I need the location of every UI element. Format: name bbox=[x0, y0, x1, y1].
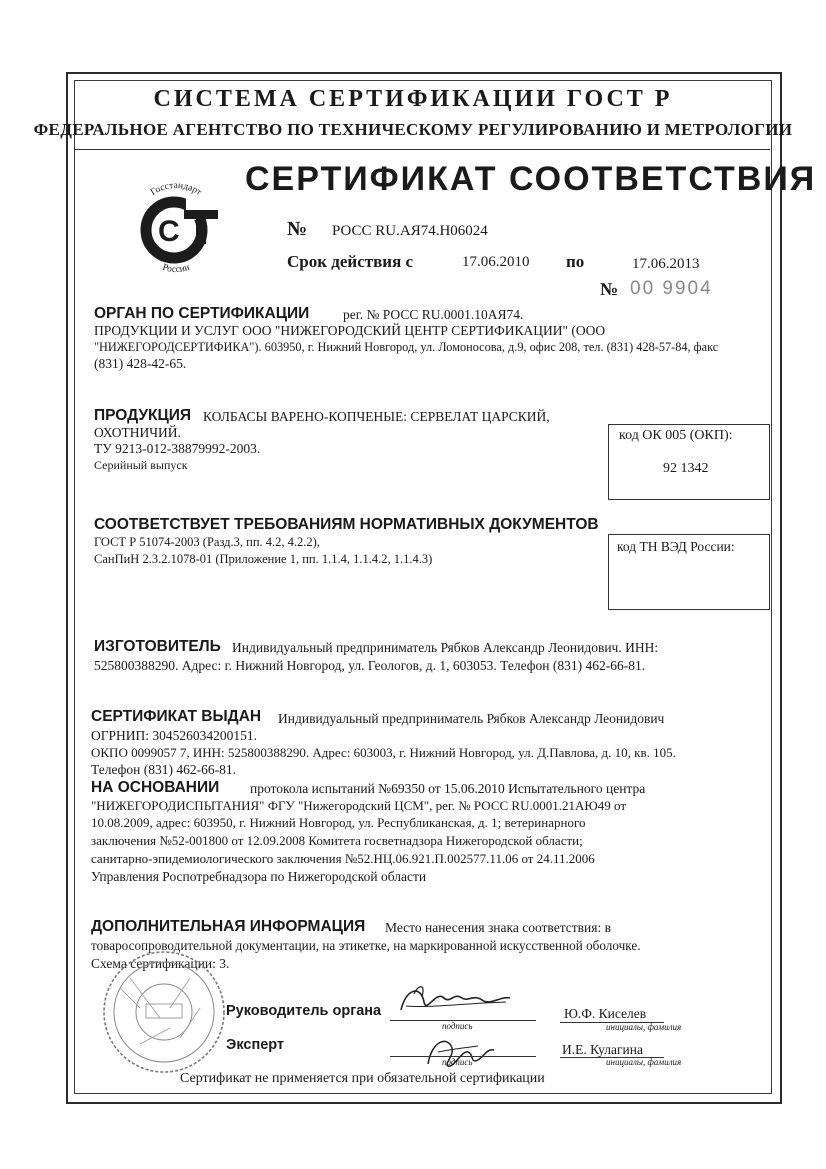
svg-text:России: России bbox=[161, 262, 191, 276]
product-line4: Серийный выпуск bbox=[94, 458, 188, 472]
head-name: Ю.Ф. Киселев bbox=[564, 1006, 647, 1021]
head-signature-caption: подпись bbox=[442, 1021, 473, 1031]
okp-value: 92 1342 bbox=[663, 461, 709, 476]
issued-line4: Телефон (831) 462-66-81. bbox=[91, 762, 236, 777]
cert-body-heading: ОРГАН ПО СЕРТИФИКАЦИИ bbox=[94, 305, 310, 322]
cert-body-line1: ПРОДУКЦИИ И УСЛУГ ООО "НИЖЕГОРОДСКИЙ ЦЕНТР СЕРТИФИКАЦИИ" (ООО bbox=[94, 323, 606, 338]
gost-r-mark-icon bbox=[122, 172, 230, 276]
conformity-line2: СанПиН 2.3.2.1078-01 (Приложение 1, пп. 1.1.4, 1.1.4.2, 1.1.4.3) bbox=[94, 552, 433, 566]
validity-label: Срок действия с bbox=[287, 252, 414, 271]
agency-title: ФЕДЕРАЛЬНОЕ АГЕНТСТВО ПО ТЕХНИЧЕСКОМУ РЕГУЛИРОВАНИЮ И МЕТРОЛОГИИ bbox=[33, 120, 793, 139]
basis-line6: Управления Роспотребнадзора по Нижегородской области bbox=[91, 869, 427, 884]
expert-name-caption: инициалы, фамилия bbox=[606, 1057, 682, 1067]
head-label: Руководитель органа bbox=[226, 1003, 382, 1019]
svg-text:Госстандарт: Госстандарт bbox=[148, 180, 204, 198]
manufacturer-line1: Индивидуальный предприниматель Рябков Александр Леонидович. ИНН: bbox=[232, 640, 659, 655]
manufacturer-heading: ИЗГОТОВИТЕЛЬ bbox=[94, 638, 221, 655]
expert-label: Эксперт bbox=[226, 1037, 285, 1053]
basis-heading: НА ОСНОВАНИИ bbox=[91, 779, 220, 796]
basis-line4: заключения №52-001800 от 12.09.2008 Комитета госветнадзора Нижегородской области; bbox=[91, 833, 583, 848]
product-line1: КОЛБАСЫ ВАРЕНО-КОПЧЕНЫЕ: СЕРВЕЛАТ ЦАРСКИЙ, bbox=[203, 409, 550, 424]
certificate-number: РОСС RU.АЯ74.Н06024 bbox=[332, 223, 488, 239]
issued-line1: Индивидуальный предприниматель Рябков Александр Леонидович bbox=[278, 711, 665, 726]
valid-to-label: по bbox=[566, 252, 585, 271]
svg-text:C: C bbox=[158, 215, 180, 248]
product-heading: ПРОДУКЦИЯ bbox=[94, 407, 192, 424]
valid-to: 17.06.2013 bbox=[632, 256, 700, 272]
tnved-code-box bbox=[608, 534, 770, 610]
conformity-heading: СООТВЕТСТВУЕТ ТРЕБОВАНИЯМ НОРМАТИВНЫХ ДОКУМЕНТОВ bbox=[94, 516, 599, 533]
cert-body-line2: "НИЖЕГОРОДСЕРТИФИКА"). 603950, г. Нижний Новгород, ул. Ломоносова, д.9, офис 208, тел. (831) 428-57-84, факс bbox=[94, 340, 719, 354]
issued-line2: ОГРНИП: 304526034200151. bbox=[91, 728, 258, 743]
tnved-label: код ТН ВЭД России: bbox=[617, 539, 735, 554]
system-title: СИСТЕМА СЕРТИФИКАЦИИ ГОСТ Р bbox=[153, 86, 673, 112]
manufacturer-line2: 525800388290. Адрес: г. Нижний Новгород, ул. Геологов, д. 1, 603053. Телефон (831) 462-66-81. bbox=[94, 658, 646, 673]
issued-line3: ОКПО 0099057 7, ИНН: 525800388290. Адрес: 603003, г. Нижний Новгород, ул. Д.Павлова, д. 10, кв. 105. bbox=[91, 745, 676, 760]
okp-label: код ОК 005 (ОКП): bbox=[619, 428, 733, 443]
additional-line2: товаросопроводительной документации, на этикетке, на маркированной искусственной оболочке. bbox=[91, 938, 641, 953]
cert-body-line3: (831) 428-42-65. bbox=[94, 356, 187, 371]
certificate-title: СЕРТИФИКАТ СООТВЕТСТВИЯ bbox=[245, 160, 817, 198]
cert-body-reg: рег. № РОСС RU.0001.10АЯ74. bbox=[343, 307, 524, 322]
expert-signature-icon bbox=[418, 1030, 498, 1074]
issued-heading: СЕРТИФИКАТ ВЫДАН bbox=[91, 708, 262, 725]
basis-line1: протокола испытаний №69350 от 15.06.2010 Испытательного центра bbox=[250, 781, 646, 796]
header-divider bbox=[74, 149, 770, 150]
basis-line5: санитарно-эпидемиологического заключения №52.НЦ.06.921.П.002577.11.06 от 24.11.2006 bbox=[91, 851, 595, 866]
expert-signature-caption: подпись bbox=[442, 1057, 473, 1067]
product-line2: ОХОТНИЧИЙ. bbox=[94, 425, 181, 440]
head-name-caption: инициалы, фамилия bbox=[606, 1022, 682, 1032]
form-number-label: № bbox=[600, 279, 619, 299]
form-number: 00 9904 bbox=[630, 278, 713, 299]
basis-line2: "НИЖЕГОРОДИСПЫТАНИЯ" ФГУ "Нижегородский ЦСМ", рег. № РОСС RU.0001.21АЮ49 от bbox=[91, 798, 626, 813]
additional-line3: Схема сертификации: 3. bbox=[91, 956, 230, 971]
basis-line3: 10.08.2009, адрес: 603950, г. Нижний Новгород, ул. Республиканская, д. 1; ветеринарного bbox=[91, 815, 586, 830]
expert-name: И.Е. Кулагина bbox=[562, 1042, 643, 1057]
additional-heading: ДОПОЛНИТЕЛЬНАЯ ИНФОРМАЦИЯ bbox=[91, 918, 366, 935]
conformity-line1: ГОСТ Р 51074-2003 (Разд.3, пп. 4.2, 4.2.2), bbox=[94, 535, 320, 549]
footer-note: Сертификат не применяется при обязательной сертификации bbox=[180, 1071, 545, 1086]
valid-from: 17.06.2010 bbox=[462, 254, 530, 270]
number-label: № bbox=[287, 218, 308, 240]
okp-code-box bbox=[608, 424, 770, 500]
seal-stamp-icon bbox=[100, 948, 228, 1076]
additional-line1: Место нанесения знака соответствия: в bbox=[385, 920, 611, 935]
head-signature-icon bbox=[396, 980, 516, 1020]
product-line3: ТУ 9213-012-38879992-2003. bbox=[94, 441, 261, 456]
